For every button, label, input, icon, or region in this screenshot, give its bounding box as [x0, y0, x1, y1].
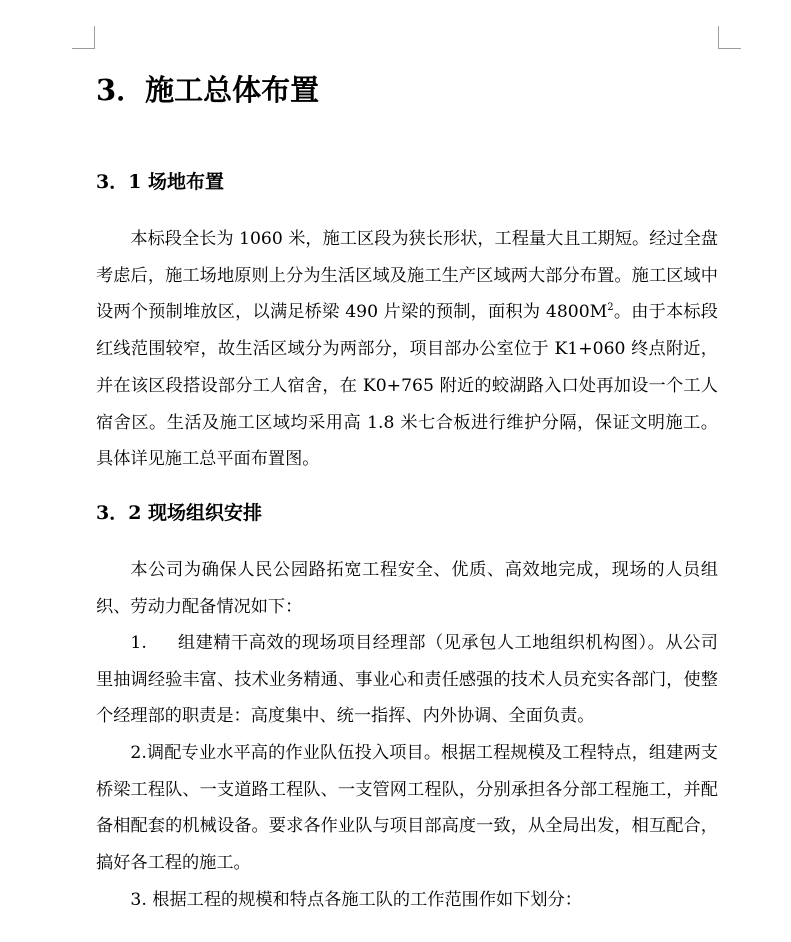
list-item-1	[96, 625, 718, 735]
list-item-number: 3.	[130, 890, 147, 910]
list-item-number: 2.	[130, 743, 147, 763]
section-heading-site-organization: 3．2 现场组织安排	[96, 502, 263, 524]
section-heading-site-layout: 3．1 场地布置	[96, 171, 225, 193]
page-corner-mark-top-left	[72, 26, 95, 49]
list-item-text: 组建精干高效的现场项目经理部（见承包人工地组织机构图）。从公司里抽调经验丰富、技术业务精通、事业心和责任感强的技术人员充实各部门，使整个经理部的职责是：高度集中、统一指挥、内外协调、全面负责。	[96, 633, 718, 727]
site-layout-text-part1: 本标段全长为 1060 米，施工区段为狭长形状，工程量大且工期短。经过全盘考虑后，施工场地原则上分为生活区域及施工生产区域两大部分布置。施工区域中设两个预制堆放区，以满足桥梁 490 片梁的预制，面积为 4800M	[96, 229, 718, 323]
site-layout-paragraph	[96, 221, 718, 478]
chapter-heading: 3．施工总体布置	[96, 73, 320, 107]
site-layout-text-part2: 。由于本标段红线范围较窄，故生活区域分为两部分，项目部办公室位于 K1+060 终点附近，并在该区段搭设部分工人宿舍，在 K0+765 附近的蛟湖路入口处再加设一个工人宿舍区。生活及施工区域均采用高 1.8 米七合板进行维护分隔，保证文明施工。具体详见施工总平面布置图。	[96, 302, 718, 470]
list-item-2	[96, 735, 718, 882]
list-item-text: 根据工程的规模和特点各施工队的工作范围作如下划分：	[152, 890, 582, 910]
organization-intro-paragraph: 本公司为确保人民公园路拓宽工程安全、优质、高效地完成，现场的人员组织、劳动力配备情况如下：	[96, 560, 718, 617]
list-item-3	[96, 882, 718, 919]
list-item-text: 调配专业水平高的作业队伍投入项目。根据工程规模及工程特点，组建两支桥梁工程队、一支道路工程队、一支管网工程队，分别承担各分部工程施工，并配备相配套的机械设备。要求各作业队与项目部高度一致，从全局出发，相互配合，搞好各工程的施工。	[96, 743, 718, 874]
list-item-number: 1.	[130, 633, 147, 653]
superscript-squared: 2	[607, 302, 614, 314]
page-corner-mark-top-right	[718, 26, 741, 49]
